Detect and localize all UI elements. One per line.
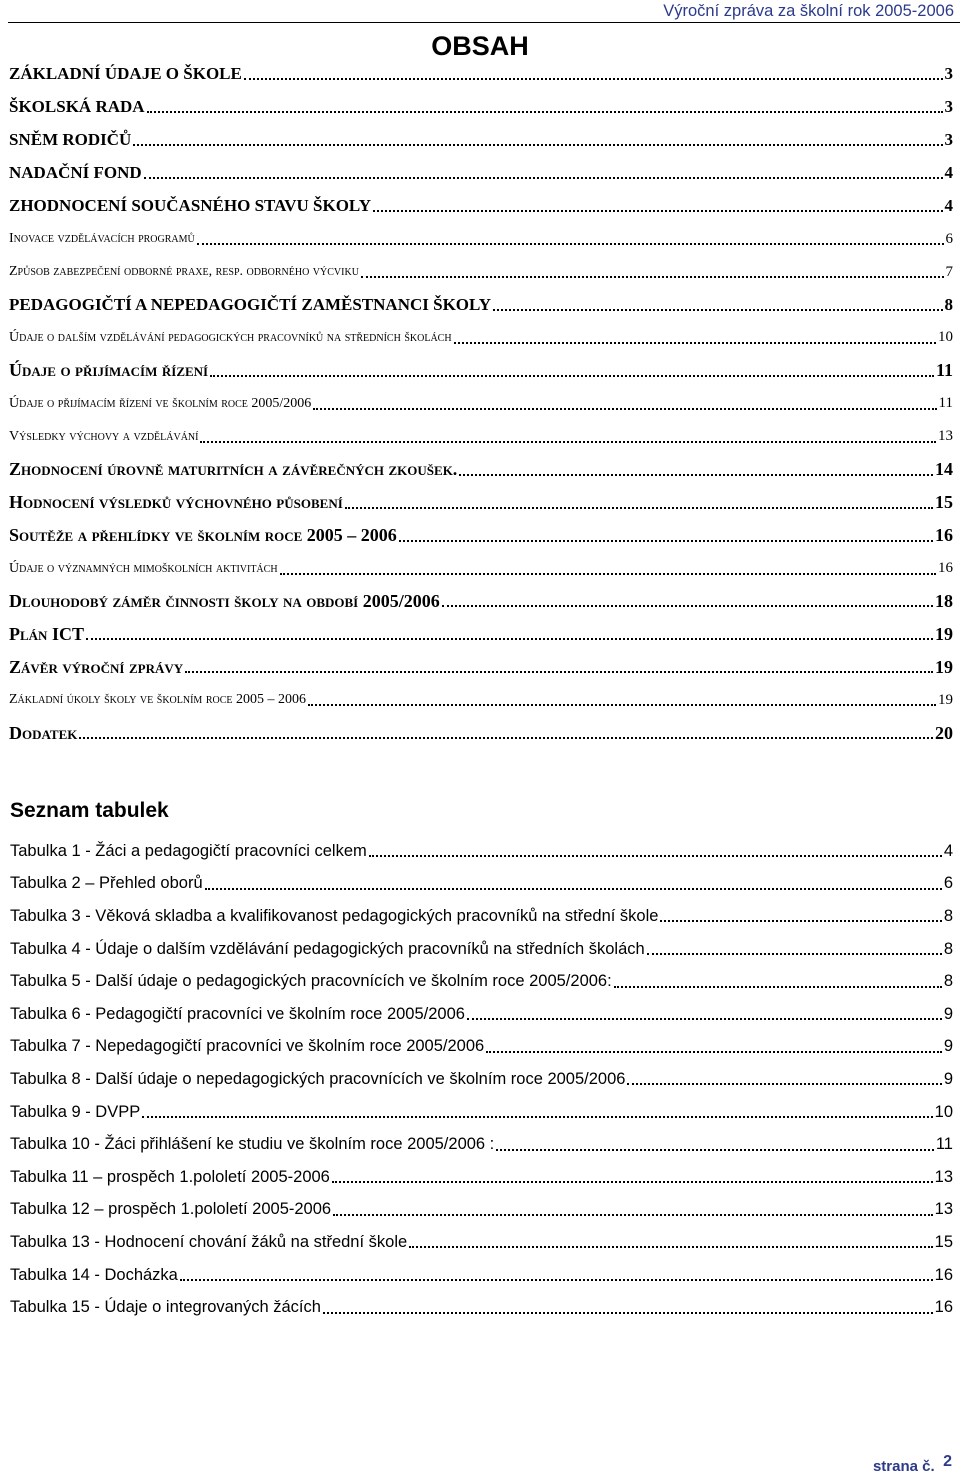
entry-label: Tabulka 10 - Žáci přihlášení ke studiu ve školním roce 2005/2006 : <box>10 1135 495 1154</box>
entry-page-number: 16 <box>935 525 953 546</box>
entry-page-number: 13 <box>938 428 953 445</box>
entry-label: Údaje o dalším vzdělávání pedagogických pracovníků na středních školách <box>9 329 452 345</box>
entry-label: Tabulka 15 - Údaje o integrovaných žácích <box>10 1298 321 1317</box>
entry-page-number: 8 <box>943 906 953 925</box>
entry-page-number: 13 <box>934 1167 953 1186</box>
toc-entry[interactable] <box>9 486 953 519</box>
dot-leader <box>409 1246 932 1248</box>
list-of-tables <box>10 835 953 1324</box>
table-list-entry[interactable] <box>10 1031 953 1064</box>
dot-leader <box>185 671 933 673</box>
entry-page-number: 10 <box>938 329 953 346</box>
entry-label: NADAČNÍ FOND <box>9 163 142 183</box>
toc-entry[interactable] <box>9 322 953 355</box>
table-list-entry[interactable] <box>10 1291 953 1324</box>
entry-page-number: 4 <box>944 196 953 216</box>
entry-page-number: 16 <box>938 560 953 577</box>
entry-page-number: 11 <box>935 1135 953 1154</box>
dot-leader <box>147 111 943 113</box>
dot-leader <box>467 1018 942 1020</box>
entry-label: SNĚM RODIČŮ <box>9 130 132 150</box>
dot-leader <box>280 573 936 575</box>
entry-page-number: 13 <box>934 1200 953 1219</box>
entry-label: Inovace vzdělávacích programů <box>9 231 195 247</box>
entry-label: Dlouhodobý záměr činnosti školy na období 2005/2006 <box>9 590 440 611</box>
table-list-entry[interactable] <box>10 933 953 966</box>
entry-label: Hodnocení výsledků výchovného působení <box>9 492 343 513</box>
dot-leader <box>79 737 933 739</box>
entry-label: Údaje o přijímacím řízení ve školním roce 2005/2006 <box>9 395 312 411</box>
entry-label: ZÁKLADNÍ ÚDAJE O ŠKOLE <box>9 64 242 84</box>
toc-entry[interactable] <box>9 585 953 618</box>
toc-entry[interactable] <box>9 157 953 190</box>
header-divider <box>8 22 960 23</box>
entry-page-number: 19 <box>935 623 953 644</box>
dot-leader <box>86 638 933 640</box>
dot-leader <box>459 474 933 476</box>
entry-label: Údaje o významných mimoškolních aktivitách <box>9 560 278 576</box>
toc-entry[interactable] <box>9 289 953 322</box>
entry-label: Způsob zabezpečení odborné praxe, resp. odborného výcviku <box>9 264 359 280</box>
dot-leader <box>197 243 944 245</box>
dot-leader <box>323 1312 933 1314</box>
table-list-entry[interactable] <box>10 1259 953 1292</box>
toc-entry[interactable] <box>9 684 953 717</box>
entry-label: Tabulka 3 - Věková skladba a kvalifikovanost pedagogických pracovníků na střední škole <box>10 906 659 925</box>
toc-entry[interactable] <box>9 651 953 684</box>
dot-leader <box>210 375 934 377</box>
toc-entry[interactable] <box>9 58 953 91</box>
toc-entry[interactable] <box>9 223 953 256</box>
dot-leader <box>200 441 936 443</box>
dot-leader <box>486 1051 942 1053</box>
toc-entry[interactable] <box>9 420 953 453</box>
entry-label: Tabulka 14 - Docházka <box>10 1265 178 1284</box>
toc-entry[interactable] <box>9 354 953 387</box>
table-list-entry[interactable] <box>10 1096 953 1129</box>
tables-list-heading: Seznam tabulek <box>10 799 169 822</box>
entry-page-number: 3 <box>944 64 953 84</box>
toc-entry[interactable] <box>9 717 953 750</box>
toc-entry[interactable] <box>9 519 953 552</box>
entry-page-number: 6 <box>943 874 953 893</box>
dot-leader <box>180 1279 933 1281</box>
dot-leader <box>442 605 933 607</box>
table-list-entry[interactable] <box>10 965 953 998</box>
entry-page-number: 15 <box>934 1232 953 1251</box>
dot-leader <box>496 1149 934 1151</box>
dot-leader <box>205 888 942 890</box>
dot-leader <box>333 1214 933 1216</box>
entry-label: Tabulka 12 – prospěch 1.pololetí 2005-2006 <box>10 1200 332 1219</box>
entry-page-number: 15 <box>935 492 953 513</box>
page-label: strana č. <box>872 1458 935 1475</box>
dot-leader <box>627 1083 941 1085</box>
entry-page-number: 11 <box>938 395 953 412</box>
toc-entry[interactable] <box>9 453 953 486</box>
entry-label: Tabulka 2 – Přehled oborů <box>10 874 203 893</box>
toc-entry[interactable] <box>9 124 953 157</box>
entry-label: Tabulka 7 - Nepedagogičtí pracovníci ve školním roce 2005/2006 <box>10 1037 485 1056</box>
table-of-contents <box>9 58 953 750</box>
dot-leader <box>454 342 936 344</box>
dot-leader <box>614 986 942 988</box>
entry-label: Tabulka 6 - Pedagogičtí pracovníci ve školním roce 2005/2006 <box>10 1004 465 1023</box>
entry-label: Tabulka 4 - Údaje o dalším vzdělávání pedagogických pracovníků na středních školách <box>10 939 645 958</box>
entry-page-number: 8 <box>944 295 953 315</box>
entry-label: Tabulka 5 - Další údaje o pedagogických pracovnících ve školním roce 2005/2006: <box>10 972 612 991</box>
page-number: 2 <box>943 1453 952 1470</box>
dot-leader <box>369 855 942 857</box>
dot-leader <box>244 78 943 80</box>
entry-page-number: 3 <box>944 130 953 150</box>
entry-page-number: 18 <box>935 590 953 611</box>
entry-page-number: 9 <box>943 1004 953 1023</box>
entry-page-number: 7 <box>945 263 953 280</box>
entry-label: PEDAGOGIČTÍ A NEPEDAGOGIČTÍ ZAMĚSTNANCI ŠKOLY <box>9 295 492 315</box>
entry-label: Soutěže a přehlídky ve školním roce 2005 – 2006 <box>9 525 397 546</box>
dot-leader <box>144 177 943 179</box>
dot-leader <box>313 408 936 410</box>
entry-page-number: 9 <box>943 1037 953 1056</box>
table-list-entry[interactable] <box>10 868 953 901</box>
entry-label: Závěr výroční zprávy <box>9 656 184 677</box>
entry-page-number: 11 <box>935 360 953 381</box>
table-list-entry[interactable] <box>10 1161 953 1194</box>
entry-page-number: 20 <box>935 722 953 743</box>
dot-leader <box>345 507 933 509</box>
dot-leader <box>647 953 942 955</box>
entry-page-number: 6 <box>945 230 953 247</box>
entry-page-number: 3 <box>944 97 953 117</box>
dot-leader <box>399 540 933 542</box>
entry-label: Tabulka 11 – prospěch 1.pololetí 2005-2006 <box>10 1167 330 1186</box>
dot-leader <box>308 704 936 706</box>
dot-leader <box>361 276 944 278</box>
table-list-entry[interactable] <box>10 998 953 1031</box>
dot-leader <box>373 210 943 212</box>
entry-label: ZHODNOCENÍ SOUČASNÉHO STAVU ŠKOLY <box>9 196 371 216</box>
entry-page-number: 4 <box>944 163 953 183</box>
entry-page-number: 8 <box>943 939 953 958</box>
toc-entry[interactable] <box>9 552 953 585</box>
page-footer <box>872 1453 952 1476</box>
entry-label: ŠKOLSKÁ RADA <box>9 97 145 117</box>
dot-leader <box>660 920 941 922</box>
dot-leader <box>493 309 942 311</box>
table-list-entry[interactable] <box>10 900 953 933</box>
toc-entry[interactable] <box>9 387 953 420</box>
dot-leader <box>142 1116 932 1118</box>
table-list-entry[interactable] <box>10 835 953 868</box>
toc-entry[interactable] <box>9 91 953 124</box>
table-list-entry[interactable] <box>10 1194 953 1227</box>
toc-entry[interactable] <box>9 190 953 223</box>
dot-leader <box>332 1181 933 1183</box>
entry-label: Dodatek <box>9 722 78 743</box>
toc-entry[interactable] <box>9 618 953 651</box>
entry-page-number: 19 <box>935 656 953 677</box>
contents-heading: OBSAH <box>431 31 529 61</box>
entry-label: Zhodnocení úrovně maturitních a závěrečných zkoušek. <box>9 459 458 480</box>
entry-label: Údaje o přijímacím řízení <box>9 360 209 381</box>
entry-label: Základní úkoly školy ve školním roce 2005 – 2006 <box>9 692 306 708</box>
entry-label: Výsledky výchovy a vzdělávání <box>9 428 199 444</box>
entry-page-number: 14 <box>935 459 953 480</box>
table-list-entry[interactable] <box>10 1226 953 1259</box>
entry-page-number: 16 <box>934 1265 953 1284</box>
entry-page-number: 16 <box>934 1298 953 1317</box>
entry-label: Tabulka 9 - DVPP <box>10 1102 141 1121</box>
entry-page-number: 10 <box>934 1102 953 1121</box>
entry-page-number: 19 <box>938 691 953 708</box>
entry-page-number: 9 <box>943 1069 953 1088</box>
table-list-entry[interactable] <box>10 1128 953 1161</box>
entry-page-number: 8 <box>943 972 953 991</box>
entry-label: Tabulka 13 - Hodnocení chování žáků na střední škole <box>10 1232 408 1251</box>
entry-label: Tabulka 1 - Žáci a pedagogičtí pracovníci celkem <box>10 841 367 860</box>
entry-page-number: 4 <box>943 841 953 860</box>
entry-label: Plán ICT <box>9 623 84 644</box>
entry-label: Tabulka 8 - Další údaje o nepedagogických pracovnících ve školním roce 2005/2006 <box>10 1069 626 1088</box>
dot-leader <box>133 144 942 146</box>
toc-entry[interactable] <box>9 256 953 289</box>
report-header-title: Výroční zpráva za školní rok 2005-2006 <box>663 2 954 20</box>
table-list-entry[interactable] <box>10 1063 953 1096</box>
